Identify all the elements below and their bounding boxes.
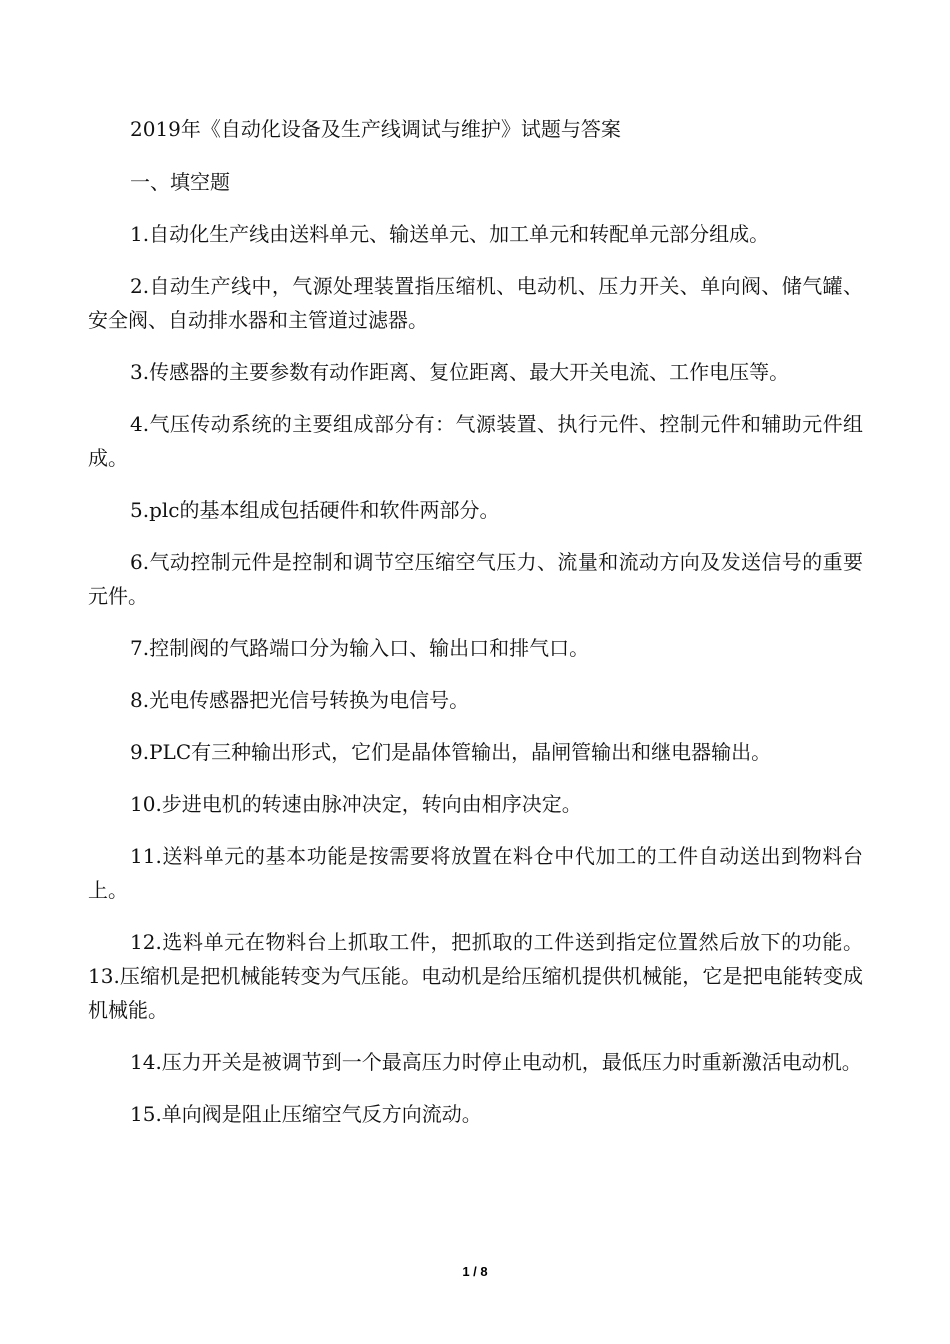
paragraph-9: 9.PLC有三种输出形式，它们是晶体管输出，晶闸管输出和继电器输出。 (130, 740, 772, 764)
paragraph-2: 2.自动生产线中，气源处理装置指压缩机、电动机、压力开关、单向阀、储气罐、安全阀、自动排水器和主管道过滤器。 (88, 274, 863, 332)
section-heading: 一、填空题 (130, 170, 230, 194)
paragraph-14: 14.压力开关是被调节到一个最高压力时停止电动机，最低压力时重新激活电动机。 (130, 1050, 862, 1074)
paragraph-5: 5.plc的基本组成包括硬件和软件两部分。 (130, 498, 500, 522)
paragraph-6: 6.气动控制元件是控制和调节空压缩空气压力、流量和流动方向及发送信号的重要元件。 (88, 550, 863, 608)
paragraph-12: 12.选料单元在物料台上抓取工件，把抓取的工件送到指定位置然后放下的功能。13.压缩机是把机械能转变为气压能。电动机是给压缩机提供机械能，它是把电能转变成机械能。 (88, 930, 863, 1022)
document-title: 2019年《自动化设备及生产线调试与维护》试题与答案 (130, 117, 621, 141)
paragraph-4: 4.气压传动系统的主要组成部分有：气源装置、执行元件、控制元件和辅助元件组成。 (88, 412, 863, 470)
page-number: 1 / 8 (462, 1264, 488, 1279)
paragraph-1: 1.自动化生产线由送料单元、输送单元、加工单元和转配单元部分组成。 (130, 222, 770, 246)
document-body (88, 112, 863, 1149)
paragraph-8: 8.光电传感器把光信号转换为电信号。 (130, 688, 470, 712)
paragraph-7: 7.控制阀的气路端口分为输入口、输出口和排气口。 (130, 636, 590, 660)
paragraph-3: 3.传感器的主要参数有动作距离、复位距离、最大开关电流、工作电压等。 (130, 360, 790, 384)
paragraph-15: 15.单向阀是阻止压缩空气反方向流动。 (130, 1102, 482, 1126)
paragraph-11: 11.送料单元的基本功能是按需要将放置在料仓中代加工的工件自动送出到物料台上。 (88, 844, 863, 902)
paragraph-10: 10.步进电机的转速由脉冲决定，转向由相序决定。 (130, 792, 582, 816)
